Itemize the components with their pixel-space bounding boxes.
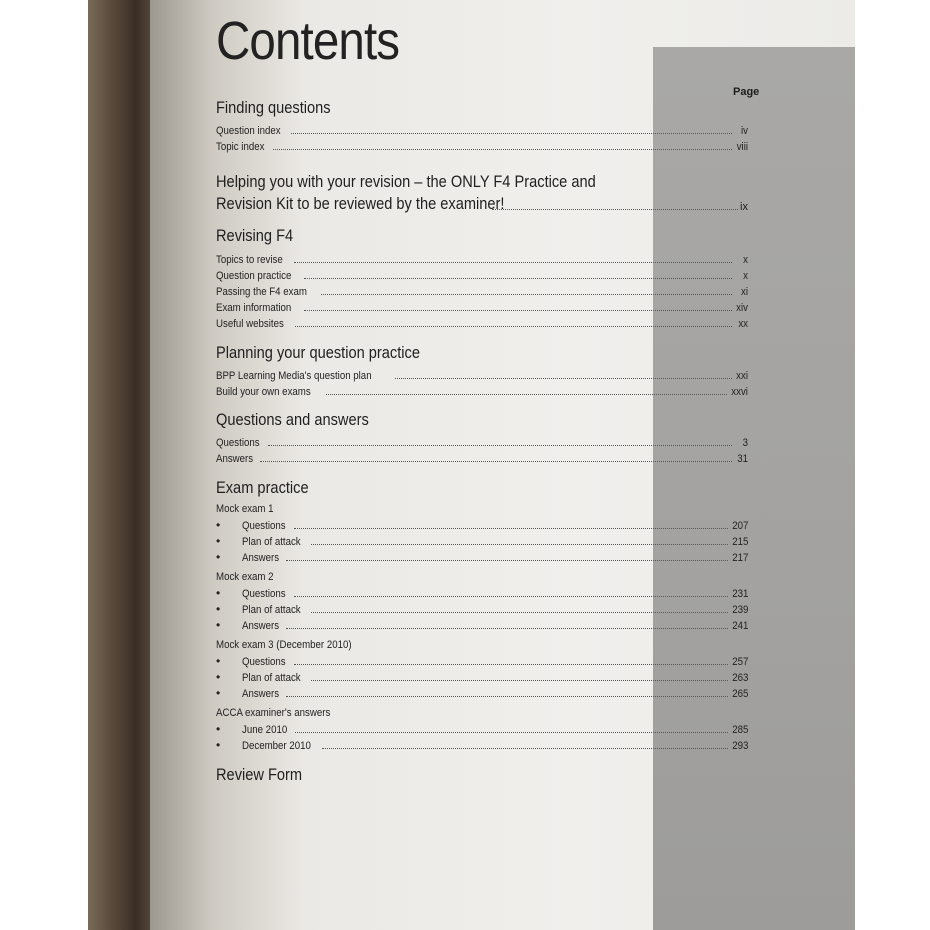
bullet-point: • xyxy=(216,722,221,736)
bullet-point: • xyxy=(216,518,221,532)
toc-entry-page: viii xyxy=(736,141,748,153)
toc-entry-label: Topic index xyxy=(216,141,265,153)
toc-entry xyxy=(216,586,748,600)
toc-entry-label: Plan of attack xyxy=(242,536,301,548)
toc-entry-label: Answers xyxy=(242,620,280,632)
dot-leader xyxy=(294,261,732,263)
toc-entry xyxy=(216,518,748,532)
toc-entry-label: Questions xyxy=(242,588,286,600)
toc-entry-label: Questions xyxy=(216,437,260,449)
dot-leader xyxy=(268,444,732,446)
dot-leader xyxy=(492,209,738,210)
toc-entry xyxy=(216,123,748,137)
toc-entry-page: xiv xyxy=(736,302,748,314)
toc-entry xyxy=(216,738,748,752)
toc-entry-page: 207 xyxy=(731,520,748,532)
toc-entry-page: 215 xyxy=(731,536,748,548)
toc-entry-label: BPP Learning Media's question plan xyxy=(216,370,372,382)
toc-entry-page: iv xyxy=(741,125,748,137)
toc-entry xyxy=(216,316,748,330)
toc-entry-page: 257 xyxy=(731,656,748,668)
toc-entry-label: Question index xyxy=(216,125,281,137)
dot-leader xyxy=(311,543,728,545)
toc-entry xyxy=(216,435,748,449)
toc-entry-page: xx xyxy=(738,318,748,330)
subsection-mock-exam-1: Mock exam 1 xyxy=(216,503,274,515)
toc-entry-label: Questions xyxy=(242,656,286,668)
toc-entry xyxy=(216,670,748,684)
toc-entry xyxy=(216,384,748,398)
toc-entry-label: Useful websites xyxy=(216,318,284,330)
dot-leader xyxy=(294,527,728,529)
toc-entry-page: 263 xyxy=(731,672,748,684)
dot-leader xyxy=(273,148,732,150)
toc-entry xyxy=(216,300,748,314)
dot-leader xyxy=(304,277,732,279)
toc-entry xyxy=(216,268,748,282)
section-heading-review-form: Review Form xyxy=(216,765,303,784)
toc-entry-page: 231 xyxy=(731,588,748,600)
subsection-mock-exam-3: Mock exam 3 (December 2010) xyxy=(216,639,352,651)
toc-entry xyxy=(216,722,748,736)
dot-leader xyxy=(260,460,732,462)
subsection-acca-answers: ACCA examiner's answers xyxy=(216,707,331,719)
bullet-point: • xyxy=(216,534,221,548)
dot-leader xyxy=(326,393,727,395)
dot-leader xyxy=(311,611,728,613)
toc-entry-page: 217 xyxy=(731,552,748,564)
dot-leader xyxy=(304,309,732,311)
bullet-point: • xyxy=(216,686,221,700)
toc-entry-label: Answers xyxy=(242,688,280,700)
toc-entry-label: Plan of attack xyxy=(242,672,301,684)
bullet-point: • xyxy=(216,618,221,632)
toc-entry-label: Exam information xyxy=(216,302,292,314)
toc-entry-page: 293 xyxy=(731,740,748,752)
section-heading-planning: Planning your question practice xyxy=(216,343,420,362)
dot-leader xyxy=(295,731,727,733)
toc-entry-page: 285 xyxy=(731,724,748,736)
contents-page xyxy=(150,0,855,930)
subsection-mock-exam-2: Mock exam 2 xyxy=(216,571,274,583)
toc-entry xyxy=(216,534,748,548)
toc-entry-page: 3 xyxy=(742,437,748,449)
section-heading-exam-practice: Exam practice xyxy=(216,478,309,497)
toc-entry xyxy=(216,252,748,266)
toc-entry-label: June 2010 xyxy=(242,724,288,736)
toc-entry xyxy=(216,139,748,153)
toc-entry xyxy=(216,451,748,465)
section-heading-questions-answers: Questions and answers xyxy=(216,410,369,429)
dot-leader xyxy=(295,325,732,327)
toc-entry-page: 31 xyxy=(737,453,748,465)
toc-entry-label: December 2010 xyxy=(242,740,311,752)
section-heading-revising: Revising F4 xyxy=(216,226,294,245)
bullet-point: • xyxy=(216,738,221,752)
toc-entry-label: Passing the F4 exam xyxy=(216,286,307,298)
toc-entry-helping-leader xyxy=(490,199,748,213)
toc-entry-label: Question practice xyxy=(216,270,292,282)
bullet-point: • xyxy=(216,670,221,684)
toc-entry xyxy=(216,602,748,616)
toc-entry-label: Plan of attack xyxy=(242,604,301,616)
toc-entry xyxy=(216,686,748,700)
dot-leader xyxy=(311,679,728,681)
toc-entry xyxy=(216,550,748,564)
toc-entry-page: x xyxy=(743,270,748,282)
book-spine-shadow xyxy=(88,0,156,930)
heading-line-1: Helping you with your revision – the ONLY F4 Practice and xyxy=(216,172,596,191)
toc-entry-label: Questions xyxy=(242,520,286,532)
toc-entry-page: ix xyxy=(740,201,748,213)
toc-entry xyxy=(216,654,748,668)
toc-entry-label: Topics to revise xyxy=(216,254,283,266)
toc-entry-page: 241 xyxy=(731,620,748,632)
dot-leader xyxy=(321,293,732,295)
section-heading-finding-questions: Finding questions xyxy=(216,98,331,117)
bullet-point: • xyxy=(216,586,221,600)
toc-entry xyxy=(216,284,748,298)
dot-leader xyxy=(286,695,727,697)
toc-entry-page: 239 xyxy=(731,604,748,616)
page-column-label: Page xyxy=(733,86,760,98)
bullet-point: • xyxy=(216,602,221,616)
dot-leader xyxy=(395,377,732,379)
dot-leader xyxy=(286,559,727,561)
toc-entry-page: x xyxy=(743,254,748,266)
dot-leader xyxy=(322,747,727,749)
toc-entry-label: Answers xyxy=(216,453,254,465)
toc-entry-label: Build your own exams xyxy=(216,386,311,398)
dot-leader xyxy=(291,132,732,134)
toc-entry-label: Answers xyxy=(242,552,280,564)
toc-entry xyxy=(216,618,748,632)
book-page xyxy=(150,0,855,930)
dot-leader xyxy=(294,663,728,665)
bullet-point: • xyxy=(216,654,221,668)
toc-entry-page: 265 xyxy=(731,688,748,700)
toc-entry-page: xxvi xyxy=(731,386,748,398)
bullet-point: • xyxy=(216,550,221,564)
page-title: Contents xyxy=(216,11,400,71)
dot-leader xyxy=(286,627,727,629)
toc-entry xyxy=(216,368,748,382)
dot-leader xyxy=(294,595,728,597)
toc-entry-page: xi xyxy=(741,286,748,298)
toc-entry-page: xxi xyxy=(736,370,748,382)
heading-line-2: Revision Kit to be reviewed by the examiner! xyxy=(216,194,505,213)
